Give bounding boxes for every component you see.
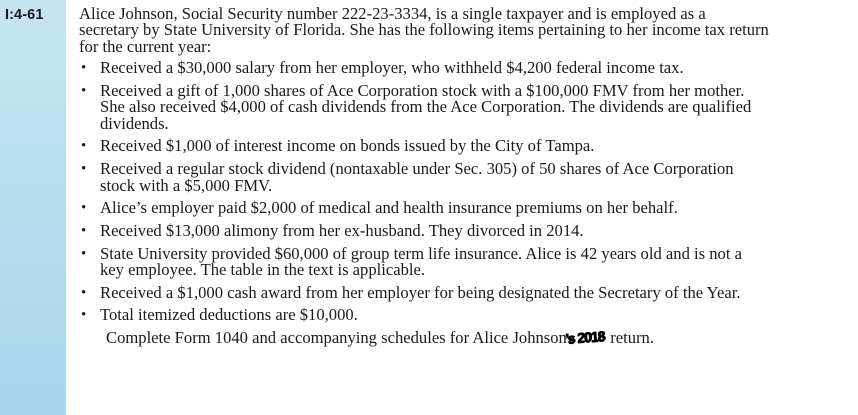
closing-instruction: [106, 327, 769, 348]
list-item: [79, 200, 769, 216]
bullet-icon: •: [81, 138, 87, 155]
closing-text-end: return.: [610, 328, 654, 348]
list-item-text: Total itemized deductions are $10,000.: [100, 305, 358, 325]
list-item-text: Received a $30,000 salary from her employer, who withheld $4,200 federal income tax.: [100, 58, 684, 78]
bullet-icon: •: [81, 245, 87, 262]
handwritten-annotation: ’s 2018: [564, 327, 605, 347]
problem-number: I:4-61: [5, 7, 44, 23]
list-item: [79, 282, 769, 302]
list-item: [79, 307, 769, 323]
problem-content: [79, 6, 769, 347]
bullet-icon: •: [81, 284, 87, 301]
list-item: [79, 138, 769, 154]
bullet-icon: •: [81, 82, 87, 99]
list-item-text: Alice’s employer paid $2,000 of medical and health insurance premiums on her behalf.: [100, 198, 678, 218]
list-item: [79, 161, 769, 194]
bullet-icon: •: [81, 60, 87, 77]
closing-text: Complete Form 1040 and accompanying schedules for Alice Johnson: [106, 328, 567, 348]
list-item: [79, 60, 769, 76]
bullet-icon: •: [81, 307, 87, 324]
bullet-icon: •: [81, 161, 87, 178]
list-item: [79, 80, 769, 133]
list-item: [79, 243, 769, 280]
bullet-icon: •: [81, 222, 87, 239]
problem-intro: Alice Johnson, Social Security number 222-23-3334, is a single taxpayer and is employed as a secretary by State University of Florida. She has the following items pertaining to her income tax return for the current year:: [79, 4, 769, 56]
list-item-text: Received $1,000 of interest income on bonds issued by the City of Tampa.: [100, 136, 595, 156]
bullet-icon: •: [81, 200, 87, 217]
list-item-text: State University provided $60,000 of group term life insurance. Alice is 42 years old and is not a key employee. The table in the text is applicable.: [100, 243, 742, 280]
item-list: [79, 60, 769, 324]
list-item-text: Received $13,000 alimony from her ex-husband. They divorced in 2014.: [100, 220, 584, 240]
list-item-text: Received a gift of 1,000 shares of Ace Corporation stock with a $100,000 FMV from her mother. She also received $4,000 of cash dividends from the Ace Corporation. The dividends are qualified dividends.: [100, 80, 752, 133]
problem-sidebar: [0, 0, 66, 415]
list-item-text: Received a $1,000 cash award from her employer for being designated the Secretary of the Year.: [100, 282, 741, 302]
list-item: [79, 220, 769, 240]
list-item-text: Received a regular stock dividend (nontaxable under Sec. 305) of 50 shares of Ace Corporation stock with a $5,000 FMV.: [100, 159, 734, 195]
